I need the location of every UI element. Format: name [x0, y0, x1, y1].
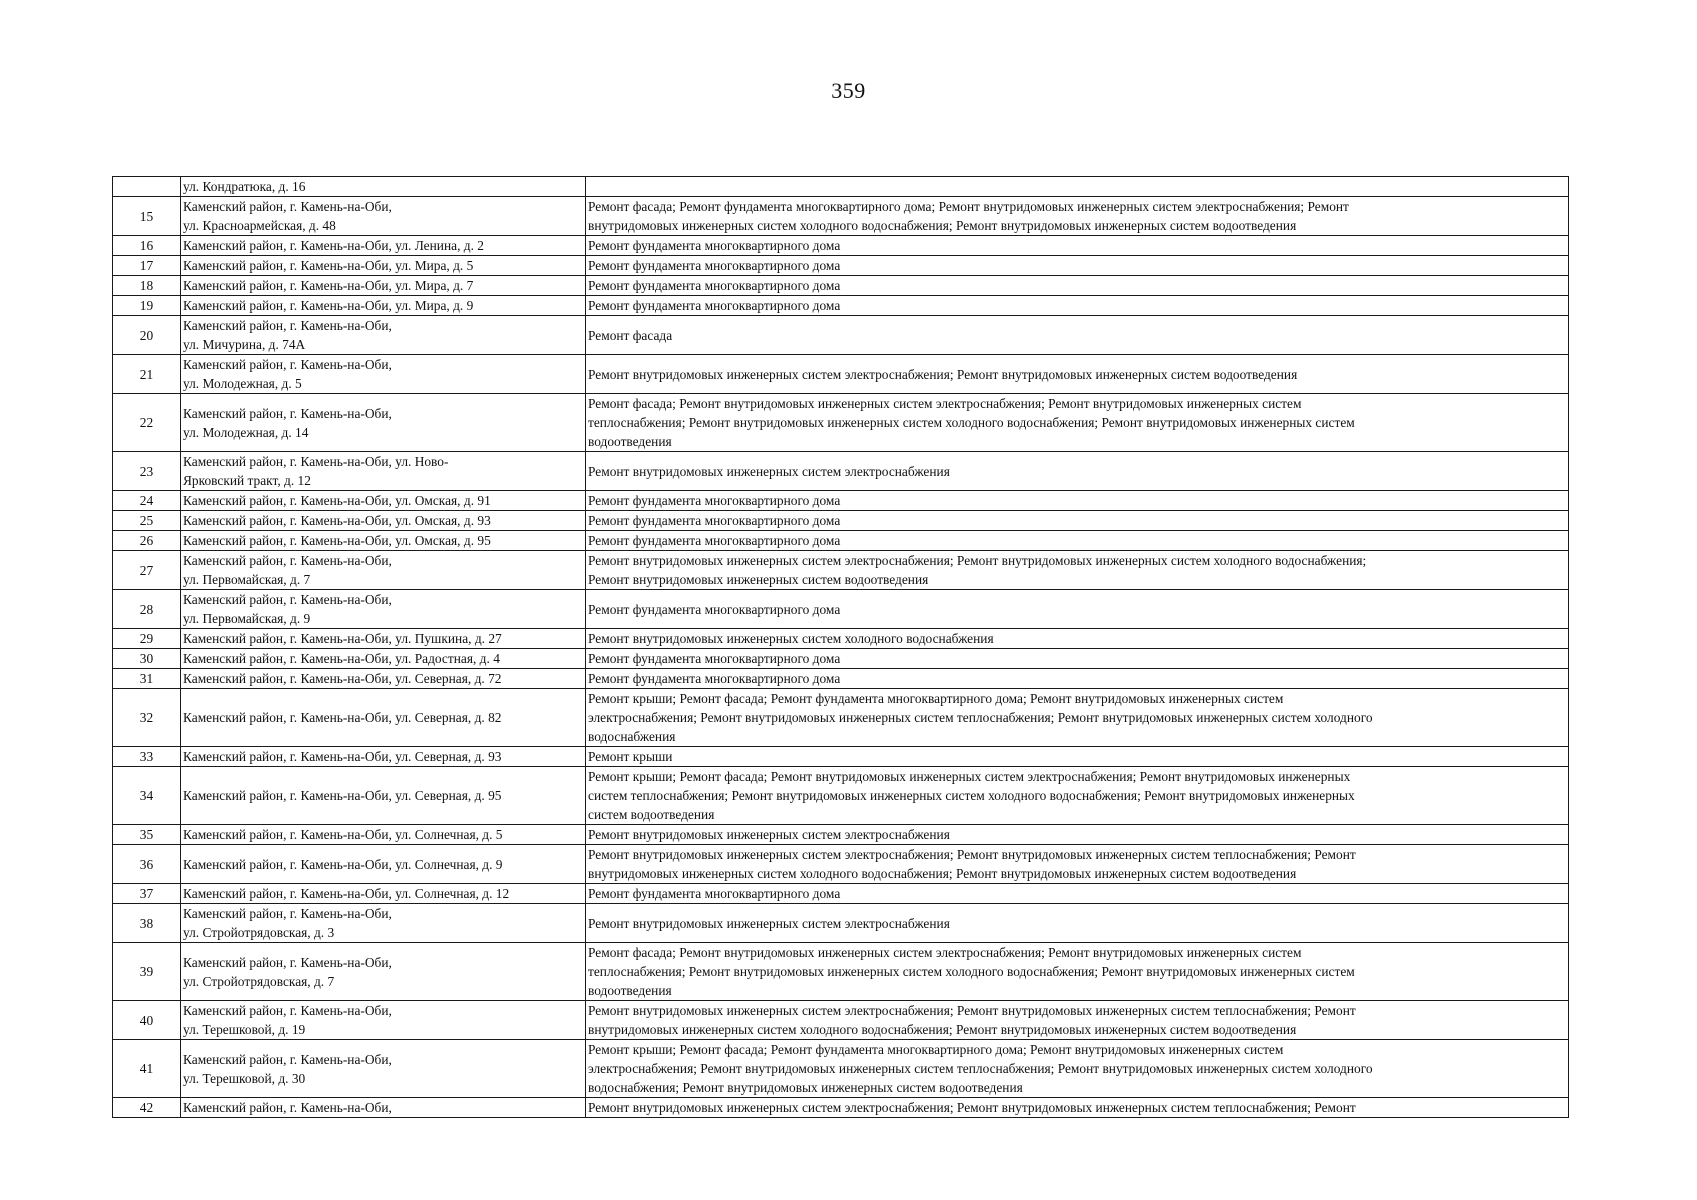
row-address: Каменский район, г. Камень-на-Оби, ул. Терешковой, д. 19 [181, 1001, 586, 1040]
row-address: Каменский район, г. Камень-на-Оби, ул. Мира, д. 9 [181, 296, 586, 316]
row-address: Каменский район, г. Камень-на-Оби, ул. Стройотрядовская, д. 3 [181, 904, 586, 943]
row-number: 42 [113, 1098, 181, 1118]
row-works: Ремонт фасада [586, 316, 1569, 355]
row-works: Ремонт крыши [586, 747, 1569, 767]
row-number: 21 [113, 355, 181, 394]
row-address: Каменский район, г. Камень-на-Оби, ул. Первомайская, д. 7 [181, 551, 586, 590]
row-works: Ремонт фундамента многоквартирного дома [586, 531, 1569, 551]
table-row [113, 355, 1569, 394]
row-number: 20 [113, 316, 181, 355]
row-works: Ремонт внутридомовых инженерных систем электроснабжения; Ремонт внутридомовых инженерных систем холодного водоснабжения; Ремонт внутридомовых инженерных систем водоотведения [586, 551, 1569, 590]
row-address: Каменский район, г. Камень-на-Оби, ул. Северная, д. 95 [181, 767, 586, 825]
row-works: Ремонт внутридомовых инженерных систем электроснабжения; Ремонт внутридомовых инженерных систем теплоснабжения; Ремонт внутридомовых инженерных систем холодного водоснабжения; Ремонт внутридомовых инженерных систем водоотведения [586, 845, 1569, 884]
table-row [113, 511, 1569, 531]
row-works: Ремонт внутридомовых инженерных систем электроснабжения [586, 904, 1569, 943]
row-address: Каменский район, г. Камень-на-Оби, ул. Мира, д. 7 [181, 276, 586, 296]
row-address: Каменский район, г. Камень-на-Оби, ул. Ново- Ярковский тракт, д. 12 [181, 452, 586, 491]
row-number: 25 [113, 511, 181, 531]
repair-works-table [112, 176, 1569, 1118]
row-number: 33 [113, 747, 181, 767]
table-row [113, 649, 1569, 669]
table-row [113, 767, 1569, 825]
row-number: 41 [113, 1040, 181, 1098]
row-address: Каменский район, г. Камень-на-Оби, ул. Солнечная, д. 5 [181, 825, 586, 845]
table-row [113, 689, 1569, 747]
row-works [586, 177, 1569, 197]
row-number [113, 177, 181, 197]
row-works: Ремонт фасада; Ремонт фундамента многоквартирного дома; Ремонт внутридомовых инженерных систем электроснабжения; Ремонт внутридомовых инженерных систем холодного водоснабжения; Ремонт внутридомовых инженерных систем водоотведения [586, 197, 1569, 236]
row-address: Каменский район, г. Камень-на-Оби, ул. Молодежная, д. 14 [181, 394, 586, 452]
table-row [113, 590, 1569, 629]
row-works: Ремонт фундамента многоквартирного дома [586, 649, 1569, 669]
row-number: 37 [113, 884, 181, 904]
row-number: 24 [113, 491, 181, 511]
table-row [113, 316, 1569, 355]
row-works: Ремонт фундамента многоквартирного дома [586, 590, 1569, 629]
table-row [113, 236, 1569, 256]
table-row [113, 943, 1569, 1001]
row-number: 17 [113, 256, 181, 276]
row-address: Каменский район, г. Камень-на-Оби, ул. Пушкина, д. 27 [181, 629, 586, 649]
row-address: Каменский район, г. Камень-на-Оби, ул. Омская, д. 93 [181, 511, 586, 531]
row-number: 15 [113, 197, 181, 236]
table-row [113, 904, 1569, 943]
row-works: Ремонт крыши; Ремонт фасада; Ремонт фундамента многоквартирного дома; Ремонт внутридомовых инженерных систем электроснабжения; Ремонт внутридомовых инженерных систем теплоснабжения; Ремонт внутридомовых инженерных систем холодного водоснабжения; Ремонт внутридомовых инженерных систем водоотведения [586, 1040, 1569, 1098]
table-row [113, 629, 1569, 649]
table-row [113, 531, 1569, 551]
row-number: 40 [113, 1001, 181, 1040]
row-number: 16 [113, 236, 181, 256]
row-address: Каменский район, г. Камень-на-Оби, ул. Ленина, д. 2 [181, 236, 586, 256]
row-works: Ремонт фундамента многоквартирного дома [586, 276, 1569, 296]
row-number: 35 [113, 825, 181, 845]
row-address: Каменский район, г. Камень-на-Оби, ул. Радостная, д. 4 [181, 649, 586, 669]
table-row [113, 551, 1569, 590]
row-number: 22 [113, 394, 181, 452]
table-row [113, 177, 1569, 197]
table-row [113, 669, 1569, 689]
table-row [113, 1001, 1569, 1040]
row-number: 27 [113, 551, 181, 590]
row-number: 31 [113, 669, 181, 689]
row-number: 34 [113, 767, 181, 825]
row-address: Каменский район, г. Камень-на-Оби, ул. Мичурина, д. 74А [181, 316, 586, 355]
row-address: Каменский район, г. Камень-на-Оби, [181, 1098, 586, 1118]
row-works: Ремонт фундамента многоквартирного дома [586, 256, 1569, 276]
row-address: Каменский район, г. Камень-на-Оби, ул. Северная, д. 93 [181, 747, 586, 767]
table-row [113, 845, 1569, 884]
row-works: Ремонт крыши; Ремонт фасада; Ремонт внутридомовых инженерных систем электроснабжения; Ремонт внутридомовых инженерных систем теплоснабжения; Ремонт внутридомовых инженерных систем холодного водоснабжения; Ремонт внутридомовых инженерных систем водоотведения [586, 767, 1569, 825]
row-address: Каменский район, г. Камень-на-Оби, ул. Первомайская, д. 9 [181, 590, 586, 629]
table-row [113, 394, 1569, 452]
row-number: 36 [113, 845, 181, 884]
row-address: Каменский район, г. Камень-на-Оби, ул. Терешковой, д. 30 [181, 1040, 586, 1098]
table-row [113, 1098, 1569, 1118]
row-address: Каменский район, г. Камень-на-Оби, ул. Солнечная, д. 9 [181, 845, 586, 884]
row-address: Каменский район, г. Камень-на-Оби, ул. Северная, д. 82 [181, 689, 586, 747]
row-address: Каменский район, г. Камень-на-Оби, ул. Омская, д. 91 [181, 491, 586, 511]
row-works: Ремонт фундамента многоквартирного дома [586, 669, 1569, 689]
row-number: 30 [113, 649, 181, 669]
row-number: 23 [113, 452, 181, 491]
row-address: ул. Кондратюка, д. 16 [181, 177, 586, 197]
table-row [113, 884, 1569, 904]
row-works: Ремонт фундамента многоквартирного дома [586, 491, 1569, 511]
row-works: Ремонт фундамента многоквартирного дома [586, 884, 1569, 904]
row-number: 28 [113, 590, 181, 629]
row-address: Каменский район, г. Камень-на-Оби, ул. Мира, д. 5 [181, 256, 586, 276]
table-row [113, 452, 1569, 491]
row-address: Каменский район, г. Камень-на-Оби, ул. Красноармейская, д. 48 [181, 197, 586, 236]
row-works: Ремонт фасада; Ремонт внутридомовых инженерных систем электроснабжения; Ремонт внутридомовых инженерных систем теплоснабжения; Ремонт внутридомовых инженерных систем холодного водоснабжения; Ремонт внутридомовых инженерных систем водоотведения [586, 943, 1569, 1001]
table-row [113, 491, 1569, 511]
table-body [113, 177, 1569, 1118]
row-works: Ремонт внутридомовых инженерных систем электроснабжения; Ремонт внутридомовых инженерных систем теплоснабжения; Ремонт внутридомовых инженерных систем холодного водоснабжения; Ремонт внутридомовых инженерных систем водоотведения [586, 1001, 1569, 1040]
row-works: Ремонт внутридомовых инженерных систем электроснабжения; Ремонт внутридомовых инженерных систем водоотведения [586, 355, 1569, 394]
row-number: 38 [113, 904, 181, 943]
row-works: Ремонт фундамента многоквартирного дома [586, 296, 1569, 316]
page-number: 359 [831, 78, 866, 103]
row-number: 18 [113, 276, 181, 296]
row-address: Каменский район, г. Камень-на-Оби, ул. Солнечная, д. 12 [181, 884, 586, 904]
row-number: 32 [113, 689, 181, 747]
row-works: Ремонт внутридомовых инженерных систем электроснабжения [586, 452, 1569, 491]
row-works: Ремонт крыши; Ремонт фасада; Ремонт фундамента многоквартирного дома; Ремонт внутридомовых инженерных систем электроснабжения; Ремонт внутридомовых инженерных систем теплоснабжения; Ремонт внутридомовых инженерных систем холодного водоснабжения [586, 689, 1569, 747]
table-row [113, 276, 1569, 296]
row-works: Ремонт фундамента многоквартирного дома [586, 236, 1569, 256]
table-row [113, 256, 1569, 276]
row-works: Ремонт фундамента многоквартирного дома [586, 511, 1569, 531]
row-number: 26 [113, 531, 181, 551]
row-works: Ремонт внутридомовых инженерных систем электроснабжения; Ремонт внутридомовых инженерных систем теплоснабжения; Ремонт [586, 1098, 1569, 1118]
row-number: 19 [113, 296, 181, 316]
row-number: 29 [113, 629, 181, 649]
table-row [113, 197, 1569, 236]
table-row [113, 296, 1569, 316]
row-address: Каменский район, г. Камень-на-Оби, ул. Стройотрядовская, д. 7 [181, 943, 586, 1001]
row-address: Каменский район, г. Камень-на-Оби, ул. Молодежная, д. 5 [181, 355, 586, 394]
row-number: 39 [113, 943, 181, 1001]
row-works: Ремонт внутридомовых инженерных систем холодного водоснабжения [586, 629, 1569, 649]
row-address: Каменский район, г. Камень-на-Оби, ул. Омская, д. 95 [181, 531, 586, 551]
row-works: Ремонт фасада; Ремонт внутридомовых инженерных систем электроснабжения; Ремонт внутридомовых инженерных систем теплоснабжения; Ремонт внутридомовых инженерных систем холодного водоснабжения; Ремонт внутридомовых инженерных систем водоотведения [586, 394, 1569, 452]
table-row [113, 825, 1569, 845]
row-works: Ремонт внутридомовых инженерных систем электроснабжения [586, 825, 1569, 845]
table-row [113, 1040, 1569, 1098]
row-address: Каменский район, г. Камень-на-Оби, ул. Северная, д. 72 [181, 669, 586, 689]
table-row [113, 747, 1569, 767]
